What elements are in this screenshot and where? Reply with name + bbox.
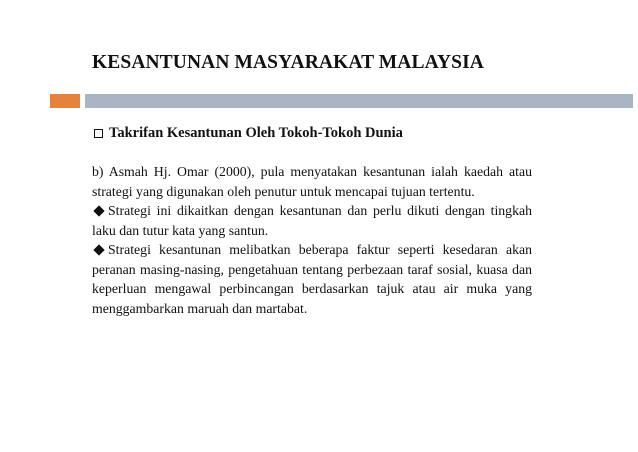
diamond-bullet-icon xyxy=(93,206,104,217)
title-rule-accent xyxy=(50,94,80,108)
title-rule xyxy=(85,94,633,108)
bullet-paragraph-1-text: Strategi ini dikaitkan dengan kesantunan dan perlu dikuti dengan tingkah laku dan tutur kata yang santun. xyxy=(92,203,532,238)
bullet-paragraph-2-text: Strategi kesantunan melibatkan beberapa faktur seperti kesedaran akan peranan masing-nasing, pengetahuan tentang perbezaan taraf sosial, kuasa dan keperluan mengawal perbincangan berdasarkan tajuk atau air muka yang menggambarkan maruah dan martabat. xyxy=(92,242,532,316)
slide-title: KESANTUNAN MASYARAKAT MALAYSIA xyxy=(92,52,484,73)
section-heading-text: Takrifan Kesantunan Oleh Tokoh-Tokoh Dunia xyxy=(109,125,403,141)
bullet-paragraph-2 xyxy=(92,240,532,318)
diamond-bullet-icon xyxy=(93,245,104,256)
paragraph-definition: b) Asmah Hj. Omar (2000), pula menyatakan kesantunan ialah kaedah atau strategi yang digunakan oleh penutur untuk mencapai tujuan tertentu. xyxy=(92,164,532,199)
section-heading xyxy=(92,125,403,142)
slide-body xyxy=(92,162,532,318)
square-bullet-icon xyxy=(94,129,103,138)
bullet-paragraph-1 xyxy=(92,201,532,240)
